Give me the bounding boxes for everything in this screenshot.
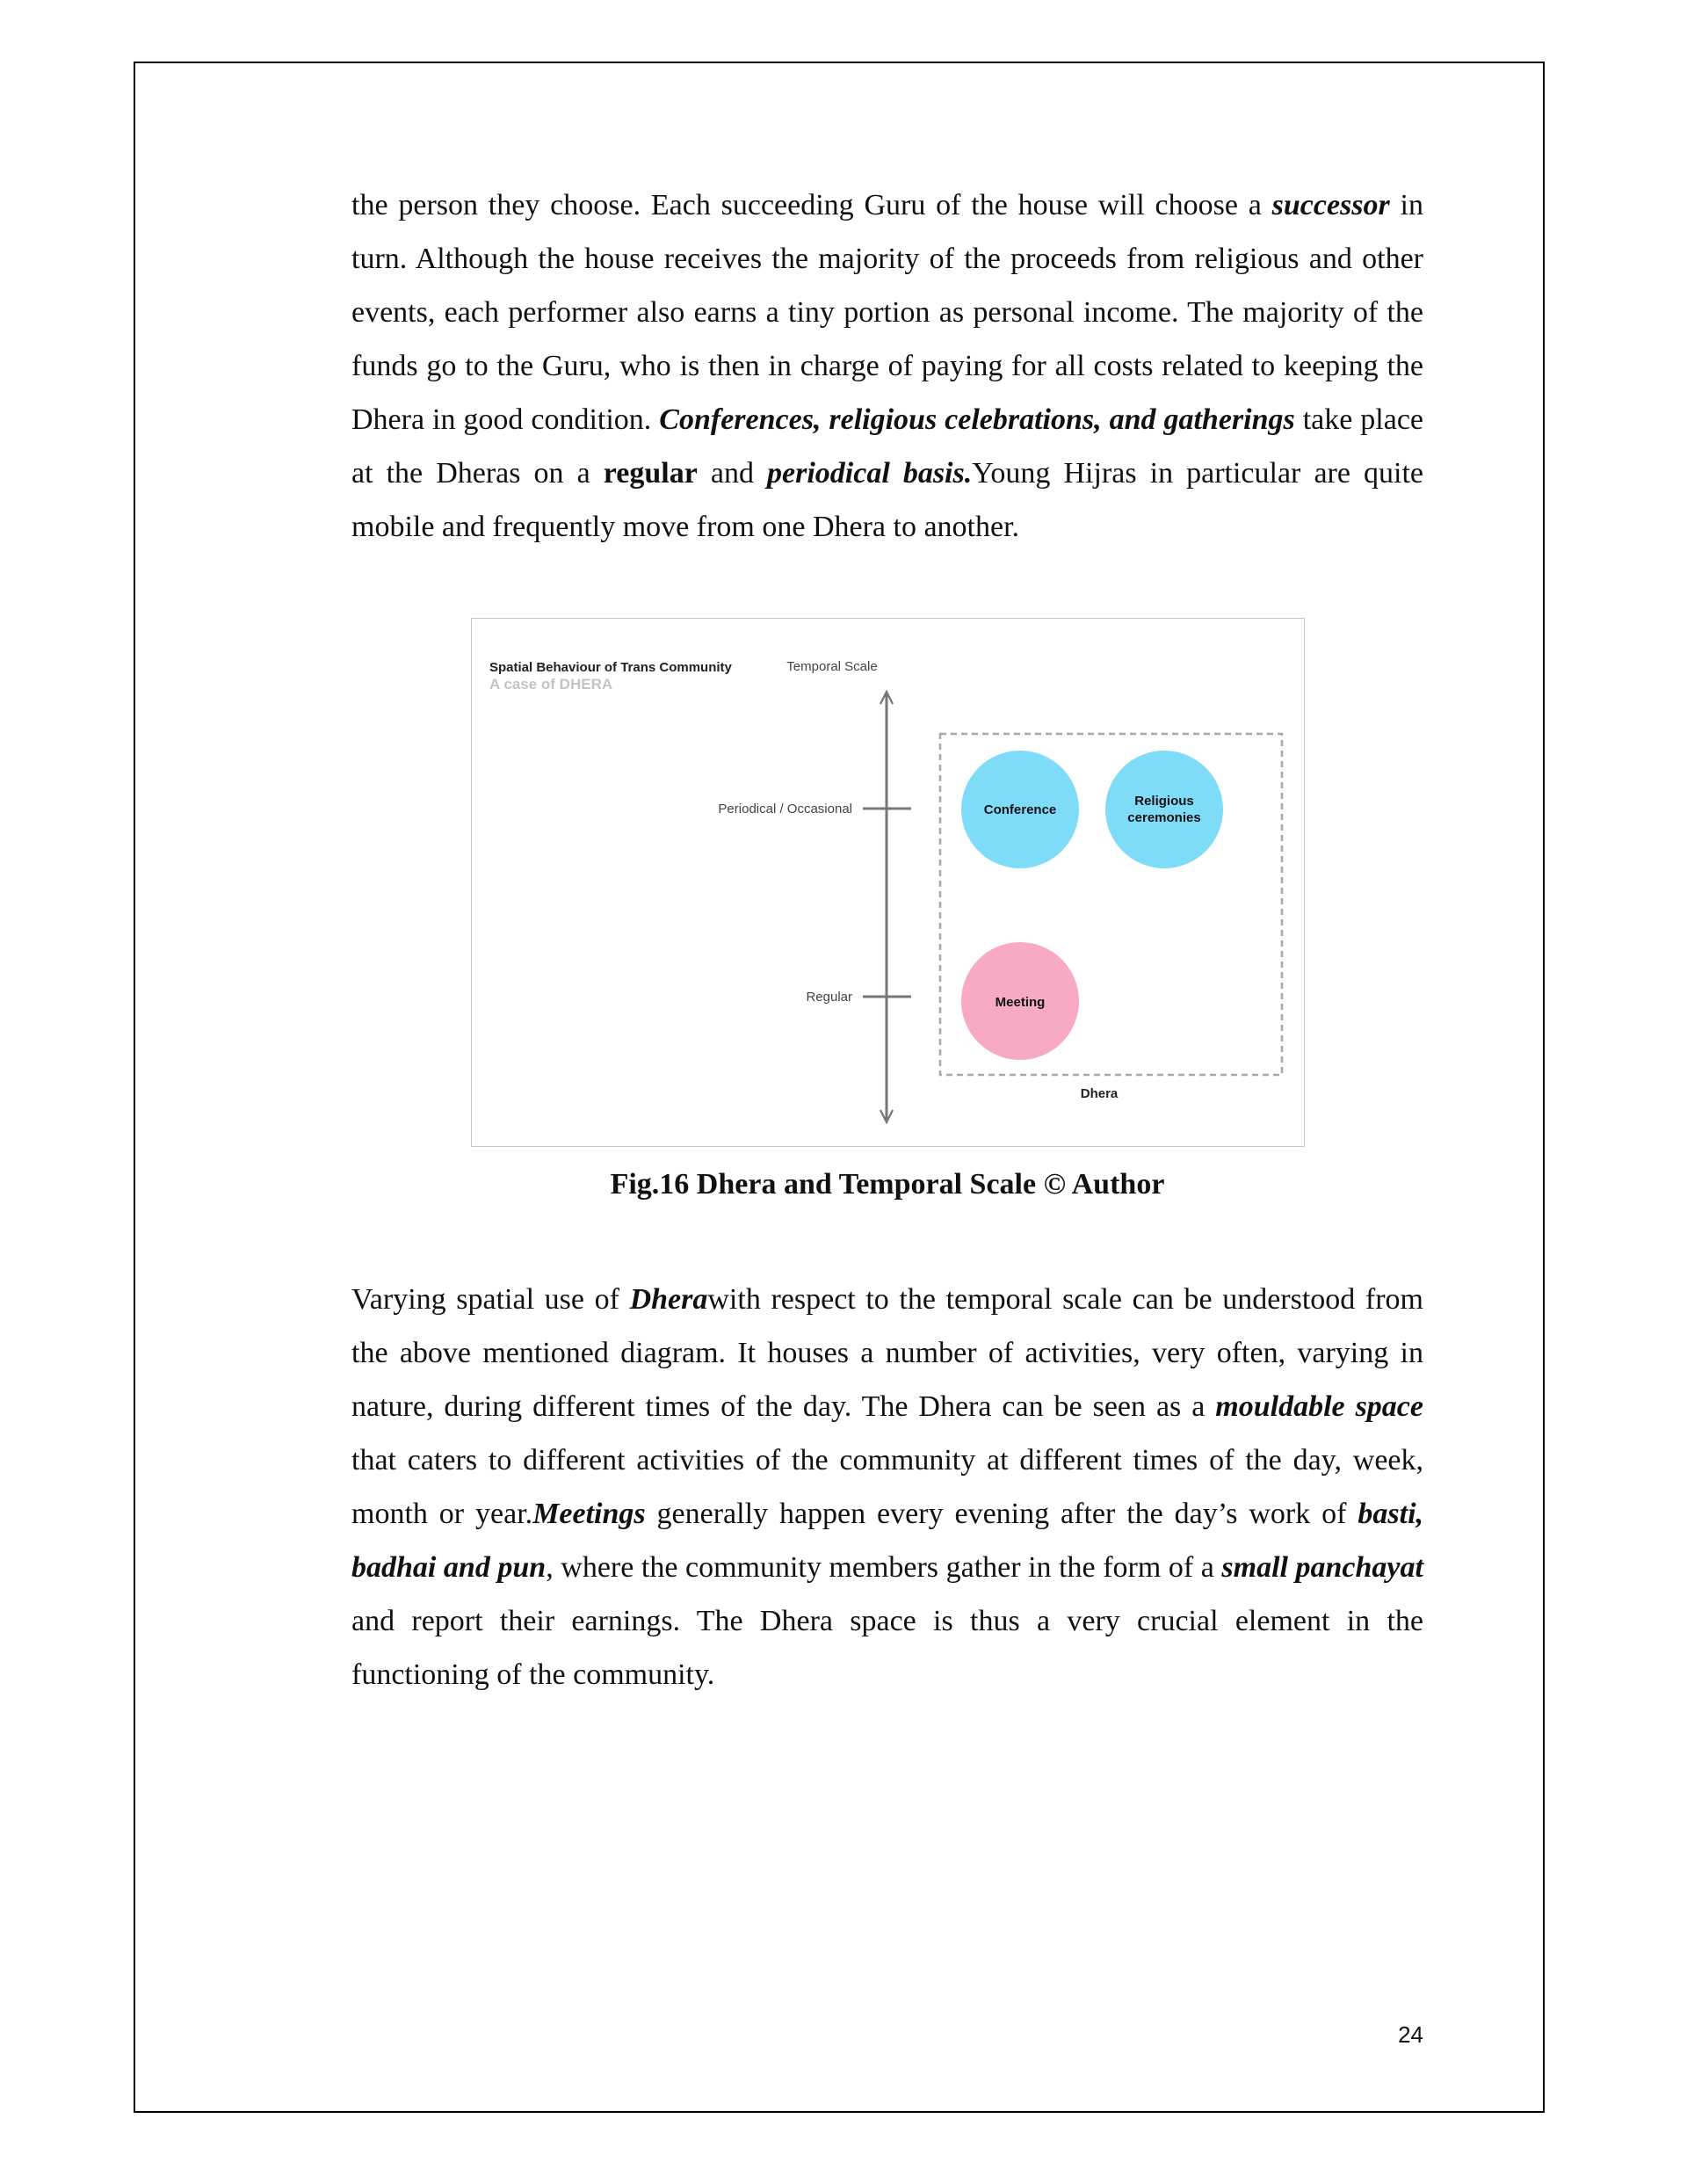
emphasis-small-panchayat: small panchayat	[1221, 1551, 1423, 1584]
label-religious-line1: Religious	[1134, 794, 1194, 809]
paragraph-guru-succession: the person they choose. Each succeeding Guru of the house will choose a successor in turn. Although the house receives the majority of the proceeds from religious and other events, each performer also earns a tiny portion as personal income. The majority of the funds go to the Guru, who is then in charge of paying for all costs related to keeping the Dhera in good condition. Conferences, religious celebrations, and gatherings take place at the Dheras on a regular and periodical basis.Young Hijras in particular are quite mobile and frequently move from one Dhera to another.	[351, 189, 1423, 543]
figure-caption: Fig.16 Dhera and Temporal Scale © Author	[610, 1168, 1165, 1201]
circle-religious-ceremonies	[1105, 751, 1223, 868]
tick-label-periodical: Periodical / Occasional	[718, 802, 852, 816]
page-number: 24	[1398, 2021, 1423, 2048]
emphasis-dhera: Dhera	[629, 1283, 708, 1316]
emphasis-periodical: periodical basis.	[767, 457, 973, 490]
tick-label-regular: Regular	[806, 990, 852, 1005]
emphasis-regular: regular	[603, 457, 698, 490]
emphasis-basti-badhai-pun: basti, badhai and pun	[351, 1498, 1424, 1584]
label-religious-line2: ceremonies	[1127, 810, 1201, 825]
emphasis-mouldable-space: mouldable space	[1215, 1390, 1423, 1423]
temporal-scale-label: Temporal Scale	[786, 659, 878, 674]
diagram-canvas	[472, 619, 1306, 1148]
diagram-title: Spatial Behaviour of Trans Community	[489, 660, 732, 675]
label-meeting: Meeting	[995, 995, 1046, 1010]
diagram-subtitle: A case of DHERA	[489, 676, 613, 693]
dhera-label: Dhera	[1080, 1086, 1119, 1101]
label-conference: Conference	[983, 802, 1057, 817]
emphasis-successor: successor	[1271, 189, 1390, 221]
emphasis-meetings: Meetings	[532, 1498, 646, 1530]
paragraph-dhera-usage: Varying spatial use of Dherawith respect to the temporal scale can be understood from the above mentioned diagram. It houses a number of activities, very often, varying in nature, during different times of the day. The Dhera can be seen as a mouldable space that caters to different activities of the community at different times of the day, week, month or year.Meetings generally happen every evening after the day’s work of basti, badhai and pun, where the community members gather in the form of a small panchayat and report their earnings. The Dhera space is thus a very crucial element in the functioning of the community.	[351, 1283, 1424, 1691]
dhera-temporal-diagram	[471, 618, 1305, 1147]
emphasis-conferences: Conferences, religious celebrations, and gatherings	[659, 403, 1295, 436]
